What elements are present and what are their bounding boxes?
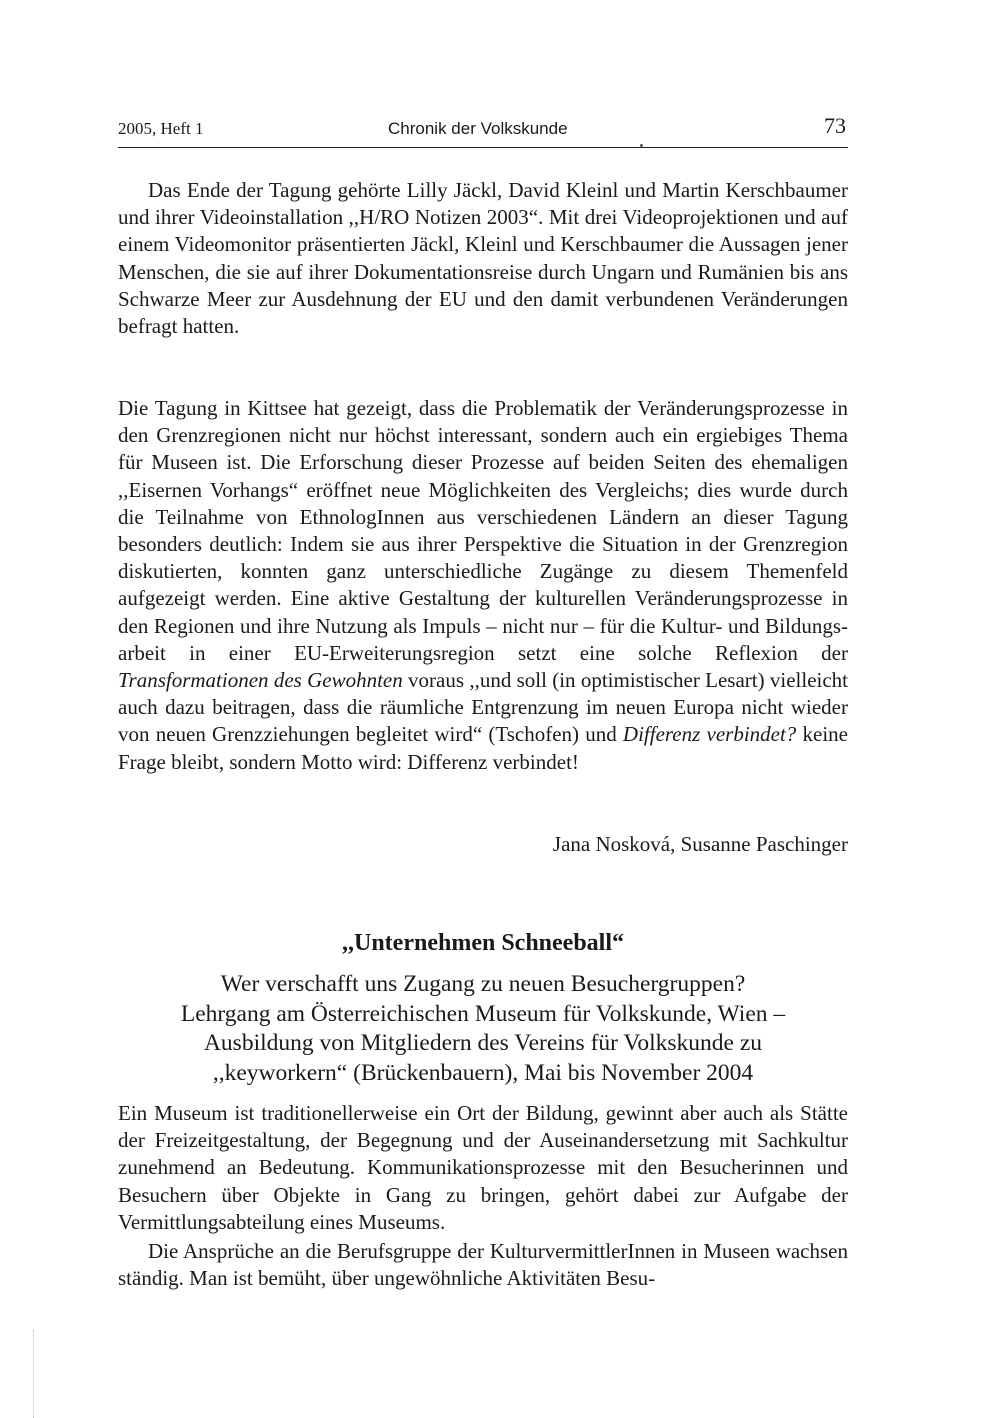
italic-phrase-differenz: Differenz verbindet? [622, 722, 797, 747]
subtitle-line: Lehrgang am Österreichischen Museum für Volkskunde, Wien – [180, 1000, 786, 1027]
paragraph-conclusion-text-a: Die Tagung in Kittsee hat gezeigt, dass die Problematik der Veränderungsprozesse in den Grenzregionen nicht nur höchst interessant, sondern auch ein ergiebiges Thema für Museen ist. Die Erforschung dieser Prozesse auf beiden Seiten des ehemaligen ,,Eisernen Vorhangs“ eröffnet neue Möglichkeiten des Vergleichs; dies wurde durch die Teilnahme von EthnologInnen aus verschiedenen Ländern an dieser Tagung besonders deutlich: Indem sie aus ihrer Perspektive die Situation in der Grenzregion diskutierten, konnten ganz unterschiedliche Zugänge zu diesem Themenfeld aufgezeigt werden. Eine aktive Gestaltung der kulturellen Veränderungsprozesse in den Regionen und ihre Nutzung als Impuls – nicht nur – für die Kultur- und Bildungsarbeit in einer EU-Erweiterungsregion setzt eine solche Reflexion der [118, 396, 848, 665]
author-signature: Jana Nosková, Susanne Paschinger [552, 832, 848, 856]
page-number: 73 [824, 113, 846, 138]
subtitle-line: Ausbildung von Mitgliedern des Vereins für Volkskunde zu [203, 1030, 763, 1056]
subtitle-line: ,,keyworkern“ (Brückenbauern), Mai bis November 2004 [212, 1059, 754, 1086]
italic-phrase-transformationen: Transformationen des Gewohnten [118, 668, 403, 693]
paragraph-video-installation: Das Ende der Tagung gehörte Lilly Jäckl, David Kleinl und Martin Kerschbaumer und ihrer Videoinstallation ,,H/RO Notizen 2003“. Mit drei Videoprojektionen und auf einem Videomonitor präsentierten Jäckl, Kleinl und Kerschbaumer die Aussagen jener Menschen, die sie auf ihrer Dokumentationsreise durch Ungarn und Rumänien bis ans Schwarze Meer zur Ausdehnung der EU und den damit verbundenen Veränderungen befragt hatten. [118, 178, 848, 339]
paragraph-conclusion-text-c: keine Frage bleibt, sondern Motto wird: Differenz verbindet! [118, 722, 848, 774]
section-title: ,,Unternehmen Schneeball“ [342, 930, 624, 956]
subtitle-line: Wer verschafft uns Zugang zu neuen Besuchergruppen? [220, 971, 746, 997]
header-section-title: Chronik der Volkskunde [388, 119, 568, 138]
paragraph-cultural-mediators: Die Ansprüche an die Berufsgruppe der KulturvermittlerInnen in Museen wachsen ständig. Man ist bemüht, über ungewöhnliche Aktivitäten Besu- [118, 1239, 848, 1291]
section-subtitle [118, 970, 848, 1088]
scan-margin-line [33, 1330, 34, 1418]
running-header [118, 113, 848, 148]
paragraph-conclusion-text-b: voraus ,,und soll (in optimistischer Lesart) vielleicht auch dazu beitragen, dass die räumliche Entgrenzung im neuen Europa nicht wieder von neuen Grenzziehungen begleitet wird“ (Tschofen) und [118, 668, 849, 747]
print-speck [640, 144, 643, 147]
paragraph-conclusion [118, 395, 848, 776]
header-issue: 2005, Heft 1 [118, 119, 204, 138]
paragraph-museum-education: Ein Museum ist traditionellerweise ein Ort der Bildung, gewinnt aber auch als Stätte der Freizeitgestaltung, der Begegnung und der Auseinandersetzung mit Sachkultur zunehmend an Bedeutung. Kommunikationsprozesse mit den Besucherinnen und Besuchern über Objekte in Gang zu bringen, gehört dabei zur Aufgabe der Vermittlungsabteilung eines Museums. [118, 1101, 848, 1234]
